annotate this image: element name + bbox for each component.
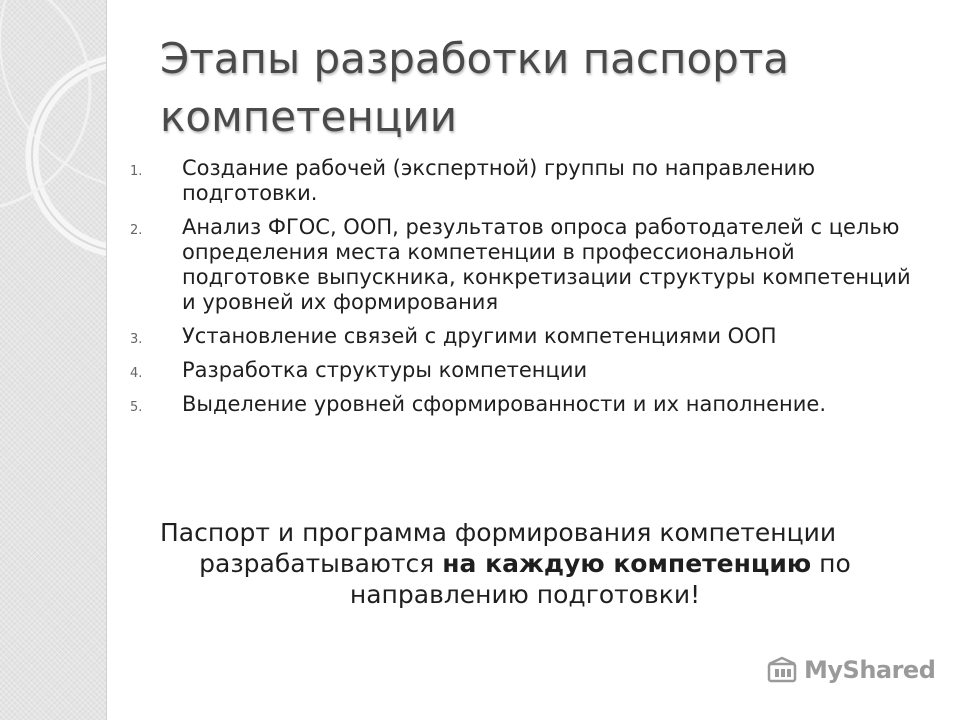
list-item	[130, 392, 920, 417]
list-item	[130, 215, 920, 315]
step-text: Разработка структуры компетенции	[182, 358, 588, 382]
step-number: 4.	[130, 366, 143, 381]
list-item	[130, 324, 920, 349]
list-item	[130, 358, 920, 383]
step-text: Выделение уровней сформированности и их наполнение.	[182, 392, 826, 416]
decorative-side-panel	[0, 0, 107, 720]
steps-list	[130, 156, 920, 426]
note-line-1: Паспорт и программа формирования компетенции	[160, 518, 837, 547]
step-text: Анализ ФГОС, ООП, результатов опроса работодателей с целью определения места компетенции в профессиональной подготовке выпускника, конкретизации структуры компетенций и уровней их формирования	[182, 215, 911, 314]
note-line-2-suffix: по	[811, 549, 851, 578]
step-number: 5.	[130, 400, 143, 415]
step-text: Создание рабочей (экспертной) группы по направлению подготовки.	[182, 156, 816, 205]
step-number: 1.	[130, 164, 143, 179]
watermark-logo	[766, 656, 935, 684]
watermark-text: MyShared	[804, 656, 936, 684]
step-number: 2.	[130, 223, 143, 238]
slide-title: Этапы разработки паспорта компетенции	[160, 34, 790, 141]
decorative-rings	[0, 0, 106, 720]
note-line-2	[130, 548, 920, 579]
mortarboard-icon	[766, 656, 798, 684]
step-number: 3.	[130, 332, 143, 347]
summary-note	[130, 517, 920, 610]
step-text: Установление связей с другими компетенциями ООП	[182, 324, 777, 348]
note-emphasis: на каждую компетенцию	[442, 549, 812, 578]
list-item	[130, 156, 920, 206]
note-line-2-prefix: разрабатываются	[199, 549, 443, 578]
note-line-3: направлению подготовки!	[349, 580, 701, 609]
